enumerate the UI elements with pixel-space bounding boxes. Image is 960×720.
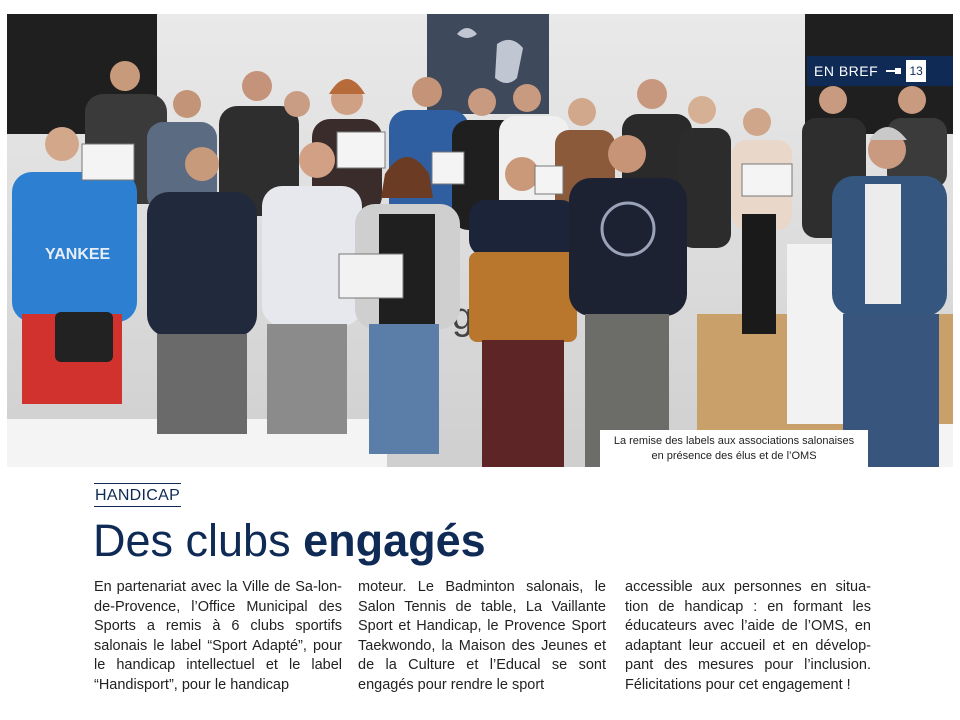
photo-caption [600,430,868,467]
article-category: HANDICAP [94,483,181,507]
section-badge-label: EN BREF [814,63,879,79]
tshirt-lettering: YANKEE [45,246,111,263]
article-title [93,512,486,570]
section-badge [807,56,953,86]
photo-caption-line2: en présence des élus et de l’OMS [651,450,817,462]
article-column-2: moteur. Le Badminton salonais, le Salon Tennis de table, La Vaillante Sport et Handicap, le Provence Sport Taekwondo, la Maison des Jeunes et de la Culture et l’Educal se sont engagés pour rendre le sport [358,579,606,693]
article-column-3: accessible aux personnes en situa-tion de handicap : en formant les éducateurs avec l’aide de l’OMS, en adaptant leur accueil et en dévelop-pant des mesures pour l’inclusion. Félicitations pour cet engagement ! [625,579,871,693]
article-column-1: En partenariat avec la Ville de Sa-lon-de-Provence, l’Office Municipal des Sports a remis à 6 clubs sportifs salonais le label “Sport Adapté”, pour le handicap intellectuel et le label “Handisport”, pour le handicap [94,579,342,693]
photo-caption-line1: La remise des labels aux associations salonaises [613,435,855,447]
page-number: 13 [906,60,926,82]
badge-connector-line [886,70,898,72]
article-title-bold: engagés [303,515,486,566]
article-title-regular: Des clubs [93,515,304,566]
